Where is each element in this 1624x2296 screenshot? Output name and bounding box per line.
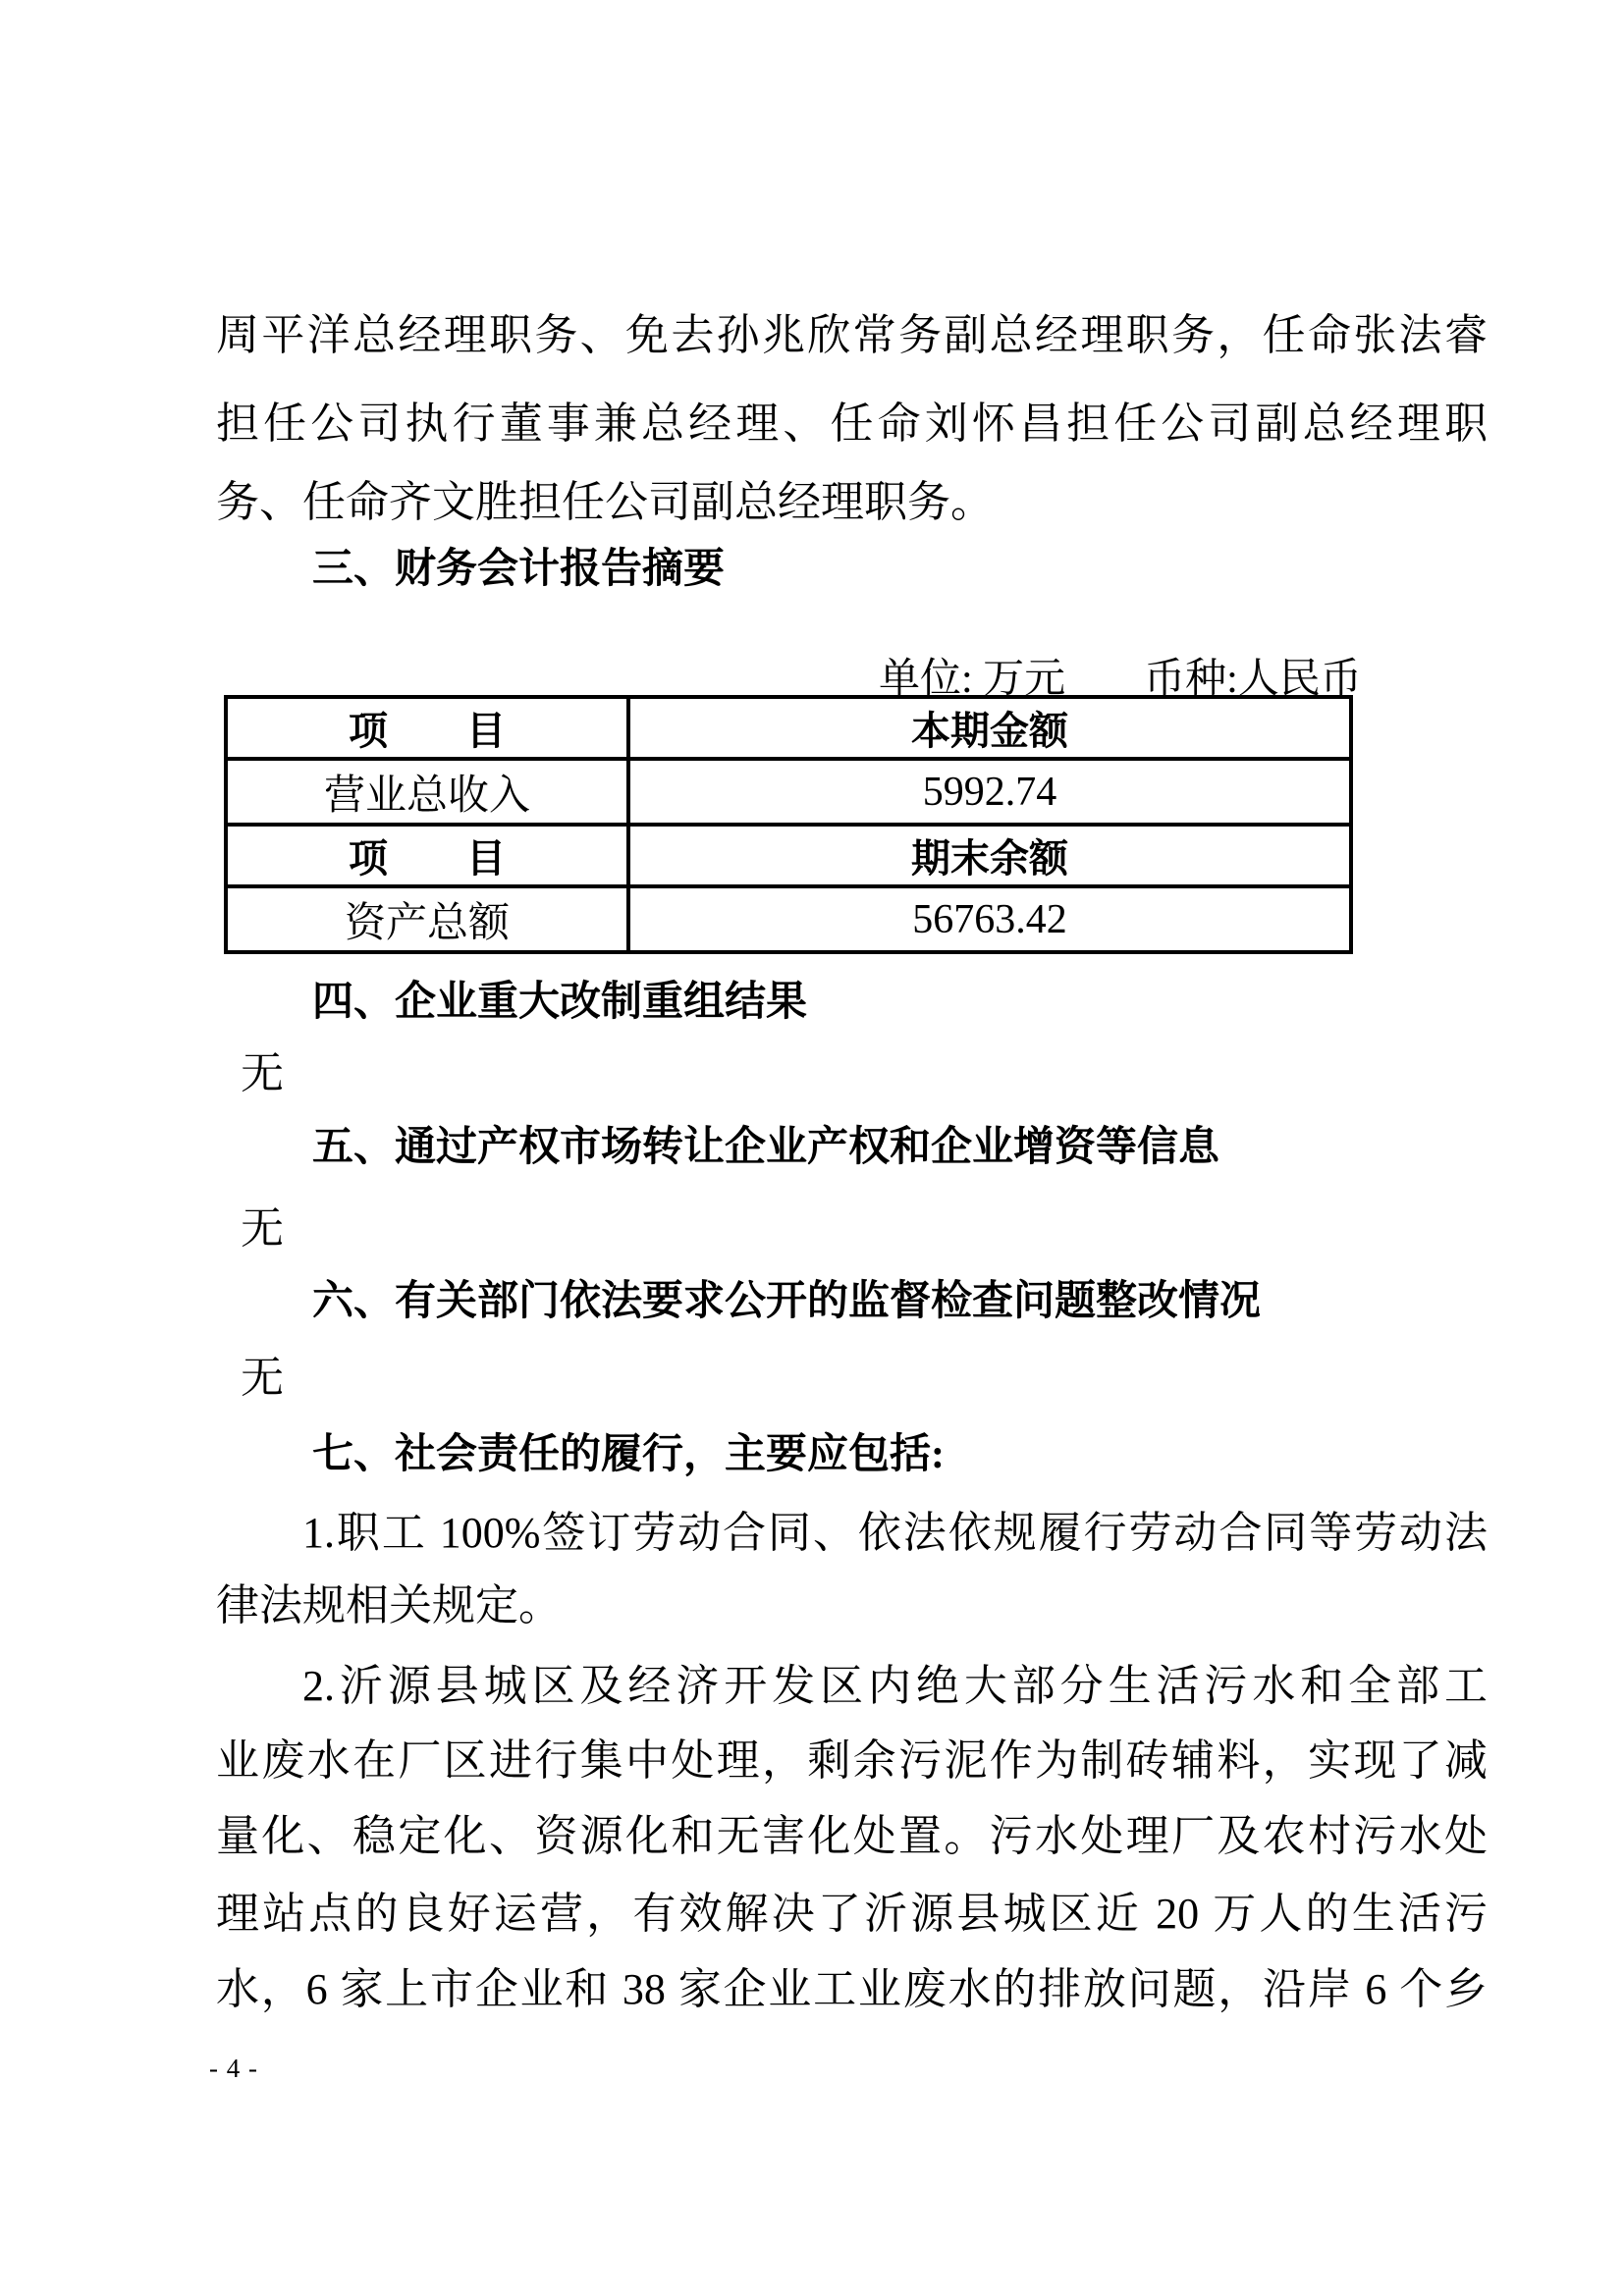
intro-paragraph-line-1: 周平洋总经理职务、免去孙兆欣常务副总经理职务，任命张法睿 <box>216 311 1488 359</box>
currency-label: 币种:人民币 <box>1144 657 1362 703</box>
intro-paragraph-line-3: 务、任命齐文胜担任公司副总经理职务。 <box>216 478 994 526</box>
section-five-heading: 五、通过产权市场转让企业产权和企业增资等信息 <box>312 1125 1220 1170</box>
section-seven-item2-line-2: 业废水在厂区进行集中处理，剩余污泥作为制砖辅料，实现了减 <box>216 1736 1488 1785</box>
section-seven-item2-line-5: 水，6 家上市企业和 38 家企业工业废水的排放问题，沿岸 6 个乡 <box>216 1965 1488 2013</box>
section-seven-item2-line-3: 量化、稳定化、资源化和无害化处置。污水处理厂及农村污水处 <box>216 1812 1488 1860</box>
table-header-item-2: 项 目 <box>226 825 628 886</box>
section-six-heading: 六、有关部门依法要求公开的监督检查问题整改情况 <box>312 1279 1262 1324</box>
page-number: - 4 - <box>209 2054 258 2083</box>
section-seven-item1-line-2: 律法规相关规定。 <box>216 1581 562 1629</box>
table-cell-revenue-label: 营业总收入 <box>226 759 628 825</box>
table-row <box>226 697 1351 759</box>
intro-paragraph-line-2: 担任公司执行董事兼总经理、任命刘怀昌担任公司副总经理职 <box>216 400 1488 448</box>
units-label: 单位: 万元 <box>879 657 1066 703</box>
section-five-content: 无 <box>241 1204 284 1253</box>
section-seven-item2-line-4: 理站点的良好运营，有效解决了沂源县城区近 20 万人的生活污 <box>216 1890 1488 1938</box>
section-seven-heading: 七、社会责任的履行，主要应包括: <box>312 1432 945 1477</box>
financial-summary-table <box>224 695 1353 954</box>
section-four-heading: 四、企业重大改制重组结果 <box>312 980 808 1025</box>
table-cell-revenue-value: 5992.74 <box>628 759 1351 825</box>
table-header-item-1: 项 目 <box>226 697 628 759</box>
section-seven-item1-line-1: 1.职工 100%签订劳动合同、依法依规履行劳动合同等劳动法 <box>302 1509 1488 1557</box>
section-three-heading: 三、财务会计报告摘要 <box>312 547 726 592</box>
table-header-amount-ending: 期末余额 <box>628 825 1351 886</box>
section-six-content: 无 <box>241 1354 284 1402</box>
table-cell-assets-value: 56763.42 <box>628 886 1351 952</box>
section-seven-item2-line-1: 2.沂源县城区及经济开发区内绝大部分生活污水和全部工 <box>302 1662 1488 1710</box>
table-row <box>226 759 1351 825</box>
table-row <box>226 825 1351 886</box>
table-row <box>226 886 1351 952</box>
table-header-amount-current: 本期金额 <box>628 697 1351 759</box>
section-four-content: 无 <box>241 1049 284 1097</box>
table-cell-assets-label: 资产总额 <box>226 886 628 952</box>
